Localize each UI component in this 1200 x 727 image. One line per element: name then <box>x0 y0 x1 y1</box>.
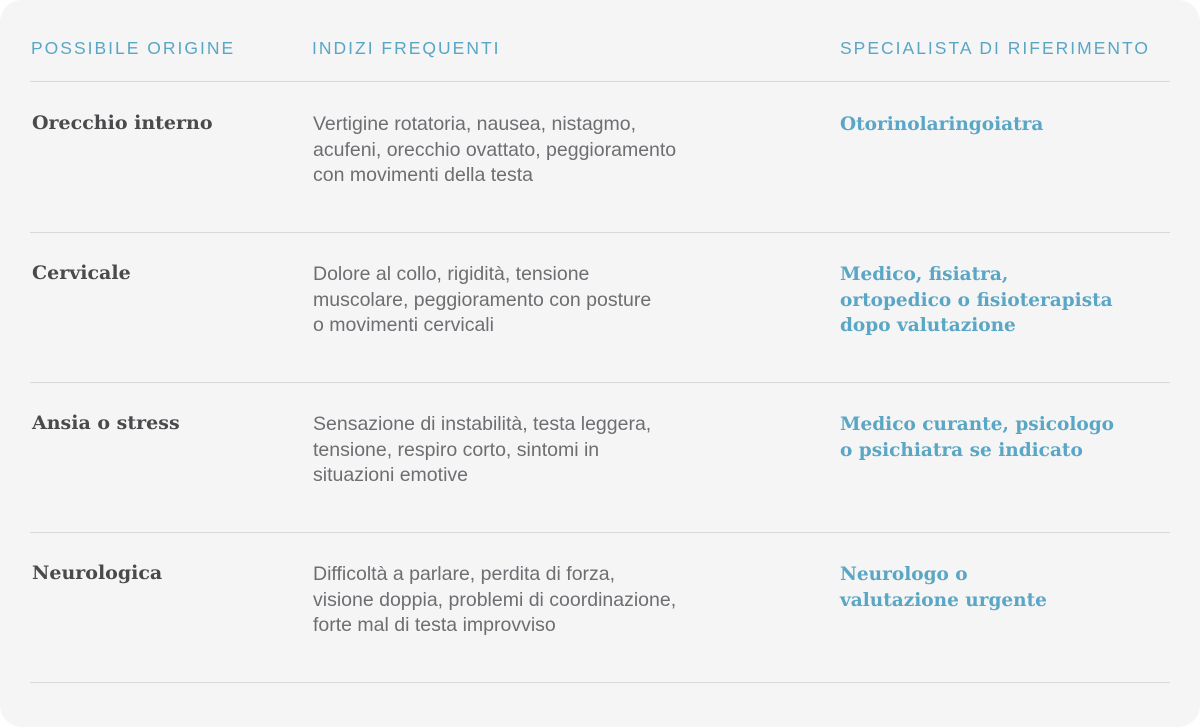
specialist-cell <box>840 412 1170 463</box>
clues-line: o movimenti cervicali <box>313 314 494 336</box>
clues-line: acufeni, orecchio ovattato, peggioramento <box>313 138 677 161</box>
table-row <box>0 382 1200 532</box>
clues-line: Vertigine rotatoria, nausea, nistagmo, <box>313 113 637 135</box>
specialist-cell <box>840 262 1170 339</box>
header-specialista: SPECIALISTA DI RIFERIMENTO <box>840 38 1151 58</box>
clues-line: situazioni emotive <box>313 464 468 486</box>
origin-cell: Orecchio interno <box>32 112 213 134</box>
divider <box>30 682 1170 683</box>
header-indizi-frequenti: INDIZI FREQUENTI <box>312 38 501 58</box>
clues-line: con movimenti della testa <box>313 164 534 186</box>
clues-line: tensione, respiro corto, sintomi in <box>313 438 600 461</box>
specialist-cell <box>840 112 1170 138</box>
table-header <box>0 38 1200 64</box>
table-row <box>0 232 1200 382</box>
specialist-line: valutazione urgente <box>840 589 1047 611</box>
specialist-line: ortopedico o fisioterapista <box>840 289 1113 311</box>
specialist-line: o psichiatra se indicato <box>840 439 1083 461</box>
clues-line: Sensazione di instabilità, testa leggera, <box>313 413 652 435</box>
clues-line: visione doppia, problemi di coordinazione, <box>313 588 677 611</box>
origin-cell: Cervicale <box>32 262 131 284</box>
clues-line: forte mal di testa improvviso <box>313 614 556 636</box>
table-row <box>0 82 1200 232</box>
specialist-line: Otorinolaringoiatra <box>840 114 1044 135</box>
clues-cell <box>313 412 743 489</box>
clues-cell <box>313 562 743 639</box>
specialist-line: Medico, fisiatra, <box>840 264 1009 285</box>
clues-cell <box>313 112 743 189</box>
header-possibile-origine: POSSIBILE ORIGINE <box>31 38 236 58</box>
clues-line: Difficoltà a parlare, perdita di forza, <box>313 563 616 585</box>
specialist-line: dopo valutazione <box>840 315 1016 336</box>
clues-line: muscolare, peggioramento con posture <box>313 288 652 311</box>
clues-line: Dolore al collo, rigidità, tensione <box>313 263 590 285</box>
table-row <box>0 532 1200 682</box>
specialist-cell <box>840 562 1170 613</box>
clues-cell <box>313 262 743 339</box>
specialist-line: Neurologo o <box>840 564 968 585</box>
origin-cell: Ansia o stress <box>32 412 180 434</box>
origin-cell: Neurologica <box>32 562 163 584</box>
specialist-line: Medico curante, psicologo <box>840 414 1114 435</box>
